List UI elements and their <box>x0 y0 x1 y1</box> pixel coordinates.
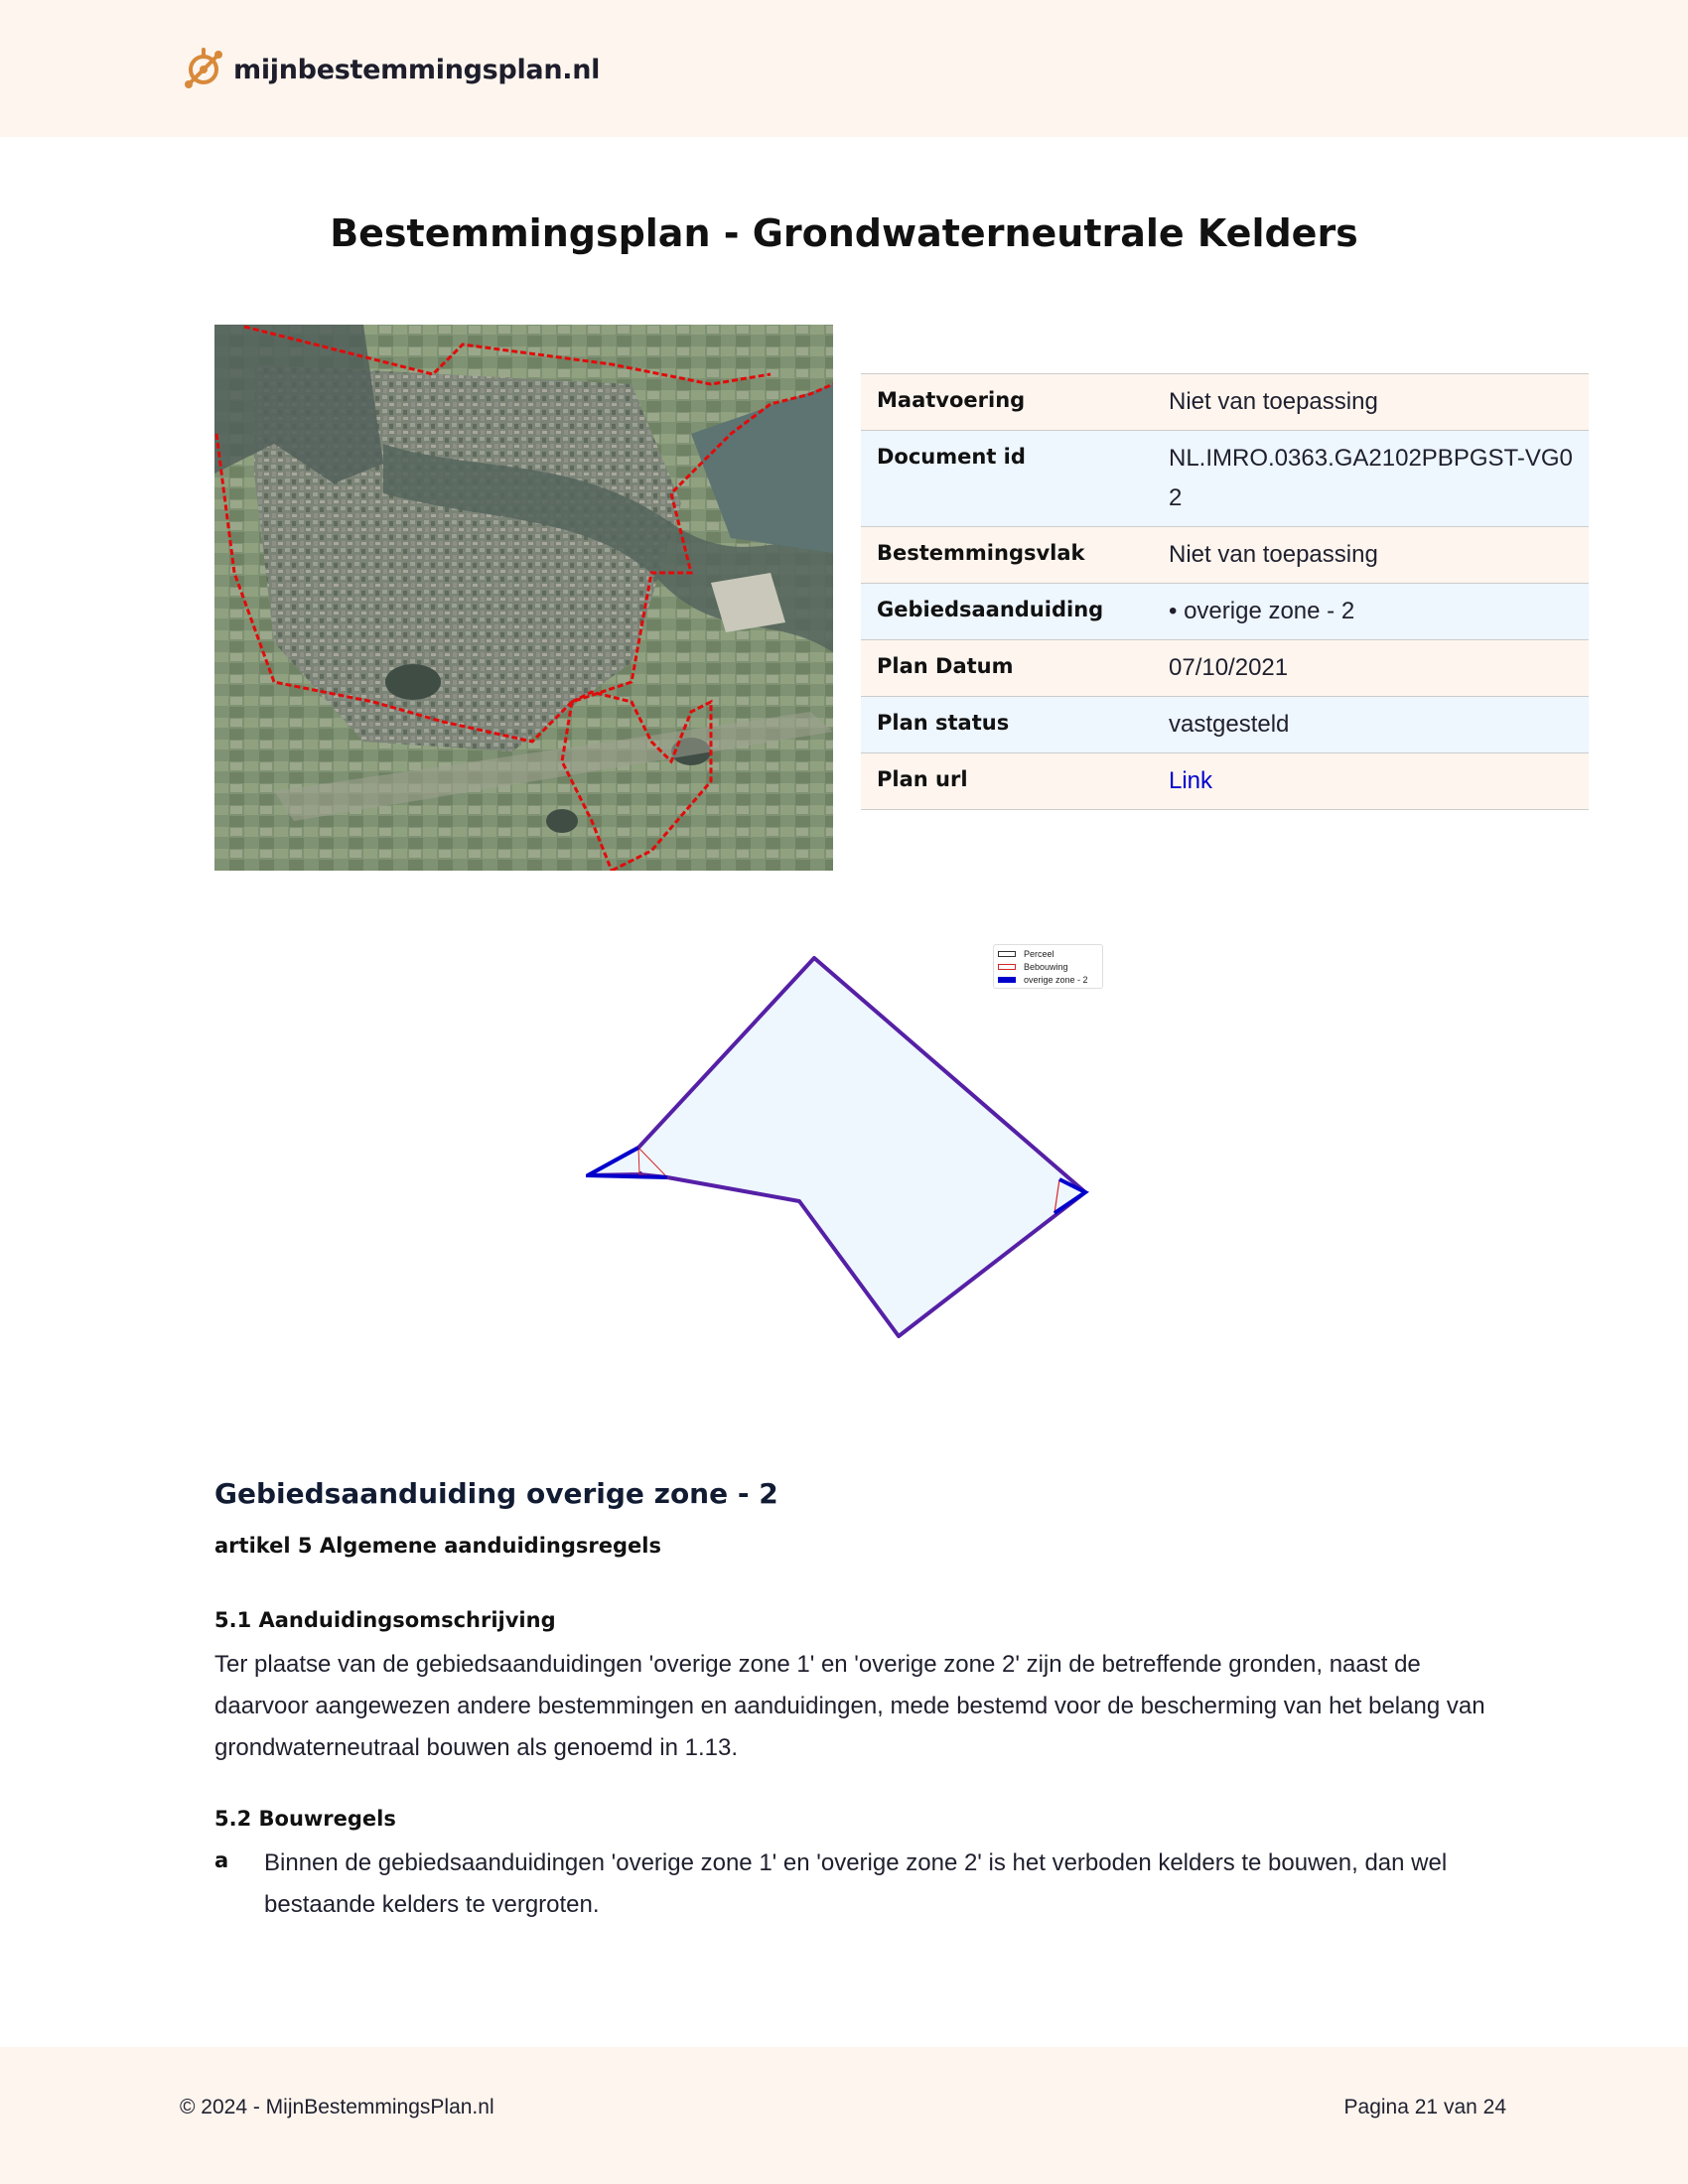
list-item-text: Binnen de gebiedsaanduidingen 'overige zone 1' en 'overige zone 2' is het verboden kelders te bouwen, dan wel bestaande kelders te vergroten. <box>264 1849 1448 1918</box>
zone-polygon <box>588 958 1085 1336</box>
row-value: NL.IMRO.0363.GA2102PBPGST-VG02 <box>1153 431 1589 527</box>
map-legend <box>993 944 1103 989</box>
subsection-title: 5.2 Bouwregels <box>214 1807 396 1831</box>
legend-item-overige-zone <box>998 973 1098 986</box>
row-value: Niet van toepassing <box>1153 527 1589 584</box>
compass-pin-icon <box>180 46 227 93</box>
row-value: Niet van toepassing <box>1153 374 1589 431</box>
plan-info-table <box>861 373 1589 810</box>
legend-item-perceel <box>998 947 1098 960</box>
copyright-text: © 2024 - MijnBestemmingsPlan.nl <box>180 2096 494 2118</box>
row-key: Document id <box>861 431 1153 527</box>
legend-swatch <box>998 964 1016 970</box>
row-key: Plan Datum <box>861 640 1153 697</box>
legend-label: Perceel <box>1024 948 1055 959</box>
table-row <box>861 584 1589 640</box>
logo[interactable] <box>180 46 600 93</box>
row-value: 07/10/2021 <box>1153 640 1589 697</box>
page-footer <box>0 2047 1688 2184</box>
document-title: Bestemmingsplan - Grondwaterneutrale Kelders <box>330 211 1358 255</box>
row-key: Gebiedsaanduiding <box>861 584 1153 640</box>
legend-label: Bebouwing <box>1024 961 1068 972</box>
row-value: vastgesteld <box>1153 697 1589 753</box>
section-title: Gebiedsaanduiding overige zone - 2 <box>214 1477 778 1510</box>
legend-swatch <box>998 951 1016 957</box>
page-header <box>0 0 1688 137</box>
table-row <box>861 431 1589 527</box>
subsection-text: Ter plaatse van de gebiedsaanduidingen 'overige zone 1' en 'overige zone 2' zijn de betreffende gronden, naast de daarvoor aangewezen andere bestemmingen en aanduidingen, mede bestemd voor de bescherming van het belang van grondwaterneutraal bouwen als genoemd in 1.13. <box>214 1651 1485 1761</box>
legend-item-bebouwing <box>998 960 1098 973</box>
row-key: Plan url <box>861 753 1153 810</box>
logo-text: mijnbestemmingsplan.nl <box>233 54 601 85</box>
table-row <box>861 374 1589 431</box>
row-value: • overige zone - 2 <box>1153 584 1589 640</box>
aerial-map <box>214 325 833 871</box>
table-row <box>861 697 1589 753</box>
table-row <box>861 527 1589 584</box>
page-number: Pagina 21 van 24 <box>1343 2096 1506 2118</box>
article-title: artikel 5 Algemene aanduidingsregels <box>214 1534 661 1558</box>
row-key: Maatvoering <box>861 374 1153 431</box>
row-key: Bestemmingsvlak <box>861 527 1153 584</box>
row-value <box>1153 753 1589 810</box>
table-row <box>861 640 1589 697</box>
subsection-title: 5.1 Aanduidingsomschrijving <box>214 1608 556 1632</box>
list-marker: a <box>214 1848 229 1872</box>
parcel-shape-map <box>586 933 1112 1350</box>
legend-label: overige zone - 2 <box>1024 974 1088 985</box>
row-key: Plan status <box>861 697 1153 753</box>
legend-swatch <box>998 977 1016 983</box>
table-row <box>861 753 1589 810</box>
plan-url-link[interactable]: Link <box>1169 767 1213 794</box>
